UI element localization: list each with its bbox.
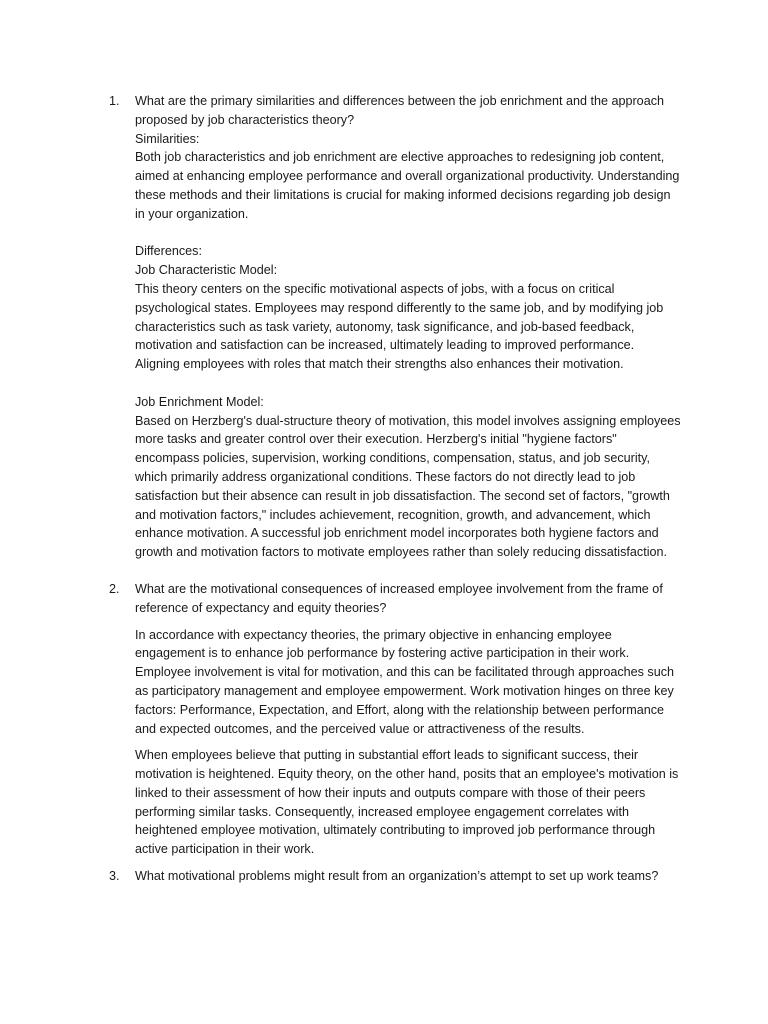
- question-item-3: [109, 867, 681, 886]
- answer-paragraph-2: When employees believe that putting in substantial effort leads to significant success, their motivation is heightened. Equity theory, on the other hand, posits that an employee's motivation is linked to their assessment of how their inputs and outputs compare with those of their peers performing similar tasks. Consequently, increased employee engagement correlates with heightened employee motivation, ultimately contributing to improved job performance through active participation in their work.: [135, 748, 679, 857]
- question-number: 3.: [109, 869, 120, 884]
- question-item-1: [109, 92, 681, 562]
- question-text: What motivational problems might result from an organization’s attempt to set up work teams?: [135, 869, 659, 884]
- question-number: 1.: [109, 94, 120, 108]
- question-text: What are the motivational consequences of increased employee involvement from the frame of reference of expectancy and equity theories?: [135, 581, 663, 615]
- blank-line: [135, 224, 681, 243]
- jcm-text: This theory centers on the specific motivational aspects of jobs, with a focus on critical psychological states. Employees may respond differently to the same job, and by modifying job characteristics such as task variety, autonomy, task significance, and job-based feedback, motivation and satisfaction can be increased, ultimately leading to improved performance. Aligning employees with roles that match their strengths also enhances their motivation.: [135, 281, 664, 372]
- differences-heading: Differences:: [135, 244, 202, 259]
- similarities-heading: Similarities:: [135, 131, 200, 146]
- document-content: [109, 92, 681, 886]
- jem-heading: Job Enrichment Model:: [135, 394, 264, 409]
- question-text: What are the primary similarities and differences between the job enrichment and the approach proposed by job characteristics theory?: [135, 94, 664, 127]
- jem-text: Based on Herzberg's dual-structure theory of motivation, this model involves assigning employees more tasks and greater control over their execution. Herzberg's initial "hygiene factors" encompass policies, supervision, working conditions, compensation, status, and job security, which primarily address organizational conditions. These factors do not directly lead to job satisfaction but their absence can result in job dissatisfaction. The second set of factors, "growth and motivation factors," includes achievement, recognition, growth, and advancement, which enhance motivation. A successful job enrichment model incorporates both hygiene factors and growth and motivation factors to motivate employees rather than solely reducing dissatisfaction.: [135, 413, 681, 560]
- answer-paragraph-1: In accordance with expectancy theories, the primary objective in enhancing employee engagement is to enhance job performance by fostering active participation in their work. Employee involvement is vital for motivation, and this can be facilitated through approaches such as participatory management and employee empowerment. Work motivation hinges on three key factors: Performance, Expectation, and Effort, along with the relationship between performance and expected outcomes, and the perceived value or attractiveness of the results.: [135, 627, 675, 736]
- similarities-text: Both job characteristics and job enrichment are elective approaches to redesigning job content, aimed at enhancing employee performance and overall organizational productivity. Understanding these methods and their limitations is crucial for making informed decisions regarding job design in your organization.: [135, 150, 680, 221]
- question-number: 2.: [109, 581, 120, 596]
- blank-line: [135, 374, 681, 393]
- question-item-2: [109, 580, 681, 859]
- jcm-heading: Job Characteristic Model:: [135, 263, 278, 278]
